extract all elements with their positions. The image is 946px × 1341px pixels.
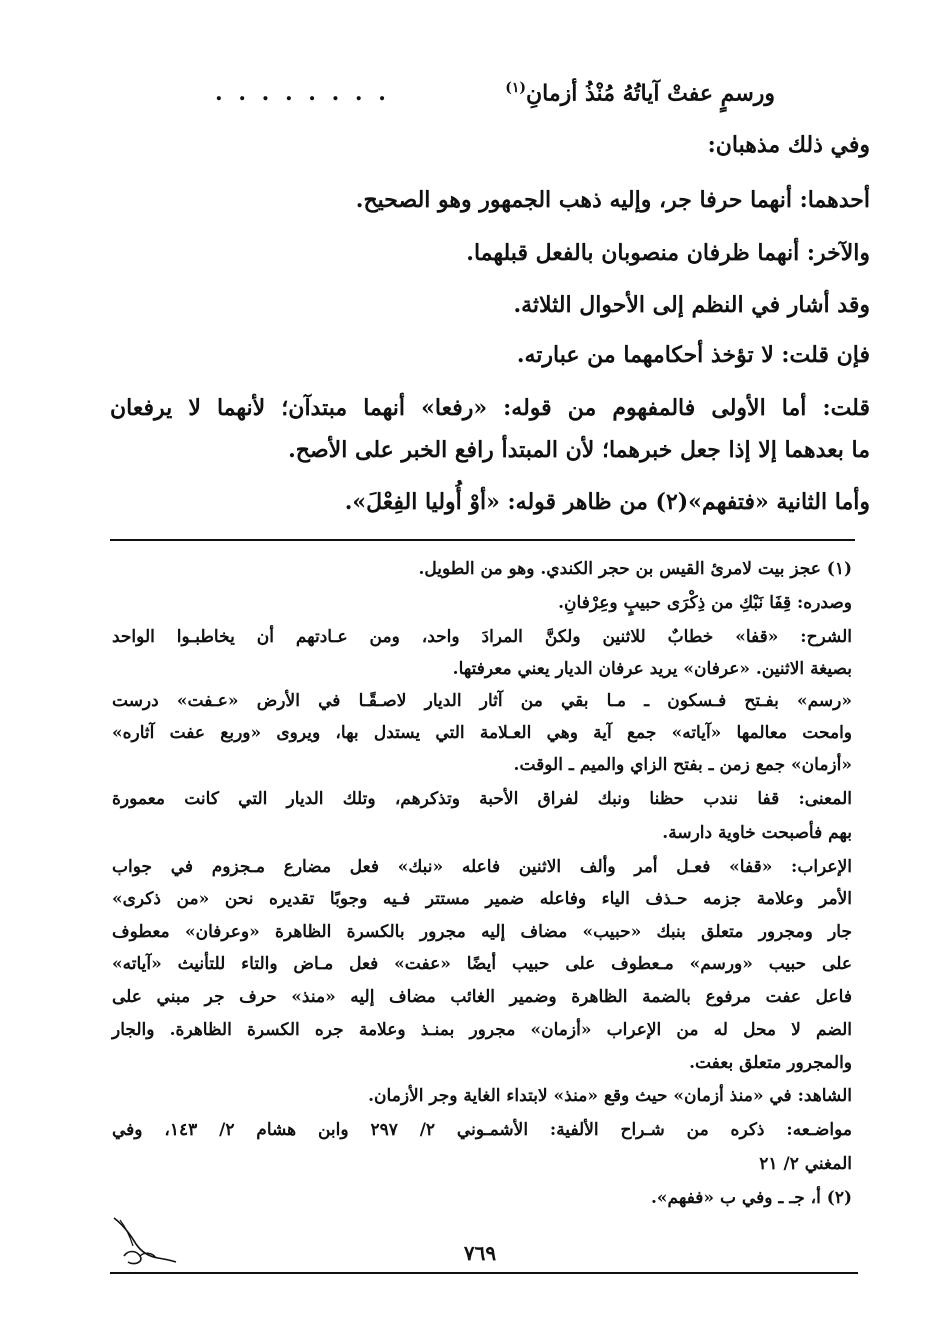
body-line: ما بعدهما إلا إذا جعل خبرهما؛ لأن المبتدأ رافع الخبر على الأصح. [288,437,870,463]
footnote-line: جار ومجرور متعلق بنبك «حبيب» مضاف إليه مجرور بالكسرة الظاهرة «وعرفان» معطوف [112,922,852,942]
bottom-rule [110,1272,858,1274]
footnote-line: وامحت معالمها «آياته» جمع آية وهي العـلامة التي يستدل بها، ويروى «وربع عفت آثاره» [112,723,852,743]
body-line: والآخر: أنهما ظرفان منصوبان بالفعل قبلهما. [466,240,870,266]
footnote-separator [110,539,855,541]
footnote-line: الضم لا محل له من الإعراب «أزمان» مجرور بمنـذ وعلامة جره الكسرة الظاهرة. والجار [112,1020,852,1040]
body-line: أحدهما: أنهما حرفا جر، وإليه ذهب الجمهور وهو الصحيح. [355,187,870,213]
page-number: ٧٦٩ [463,1241,497,1265]
footnote-line: مواضـعه: ذكره من شـراح الألفية: الأشمـوني ٢/ ٢٩٧ وابن هشام ٢/ ١٤٣، وفي [112,1120,852,1140]
footnote-line: (١) عجز بيت لامرئ القيس بن حجر الكندي. وهو من الطويل. [418,559,852,579]
footnote-line: الإعراب: «قفا» فعـل أمر وألف الاثنين فاعله «نبك» فعل مضارع مـجزوم في جواب [112,857,852,877]
footnote-line: بهم فأصبحت خاوية دارسة. [662,823,852,843]
footnote-line: بصيغة الاثنين. «عرفان» يريد عرفان الديار يعني معرفتها. [452,659,852,679]
footnote-line: الشاهد: في «منذ أزمان» حيث وقع «منذ» لابتداء الغاية وجر الأزمان. [368,1086,852,1106]
verse-text: ورسمٍ عفتْ آياتُهُ مُنْذُ أزمانِ [525,80,775,107]
footnote-line: فاعل عفت مرفوع بالضمة الظاهرة وضمير الغائب مضاف إليه «منذ» حرف جر مبني على [112,987,852,1007]
verse-text-wrap [505,80,775,106]
body-line: وقد أشار في النظم إلى الأحوال الثلاثة. [513,292,870,318]
body-line: فإن قلت: لا تؤخذ أحكامهما من عبارته. [516,342,870,368]
footnote-line: «رسم» بفـتح فـسكون ـ مـا بقي من آثار الديار لاصـقًـا في الأرض «عـفت» درست [112,691,852,711]
footnote-line: (٢) أ، جـ ـ وفي ب «ففهم». [651,1188,852,1208]
footnote-line: المعنى: قفا نندب حظنا ونبك لفراق الأحبة وتذكرهم، وتلك الديار التي كانت معمورة [112,789,852,809]
footnote-line: الشرح: «قفا» خطابٌ للاثنين ولكنَّ المرادَ واحد، ومن عـادتهم أن يخاطبـوا الواحد [112,627,852,647]
ellipsis-dots: . . . . . . . . [215,80,390,106]
footnote-line: وصدره: قِفَا نَبْكِ من ذِكْرَى حبيبٍ وعِرْفانِ. [558,593,852,613]
body-line: وأما الثانية «فتفهم»(٢) من ظاهر قوله: «أوْ أُوليا الفِعْلَ». [344,489,870,515]
footnote-mark-1: (١) [505,80,526,96]
body-line: وفي ذلك مذهبان: [707,132,870,158]
footnote-line: «أزمان» جمع زمن ـ بفتح الزاي والميم ـ الوقت. [513,755,852,775]
footnote-line: على حبيب «ورسم» مـعطوف على حبيب أيضًا «عفت» فعل مـاض والتاء للتأنيث «آياته» [112,954,852,974]
footnote-line: المغني ٢/ ٢١ [759,1154,852,1174]
footnote-line: والمجرور متعلق بعفت. [689,1053,852,1073]
body-line: قلت: أما الأولى فالمفهوم من قوله: «رفعا» أنهما مبتدآن؛ لأنهما لا يرفعان [110,395,870,421]
footnote-line: الأمر وعلامة جزمه حـذف الياء وفاعله ضمير مستتر فـيه وجوبًا تقديره نحن «من ذكرى» [112,889,852,909]
signature-mark-icon [100,1210,180,1270]
